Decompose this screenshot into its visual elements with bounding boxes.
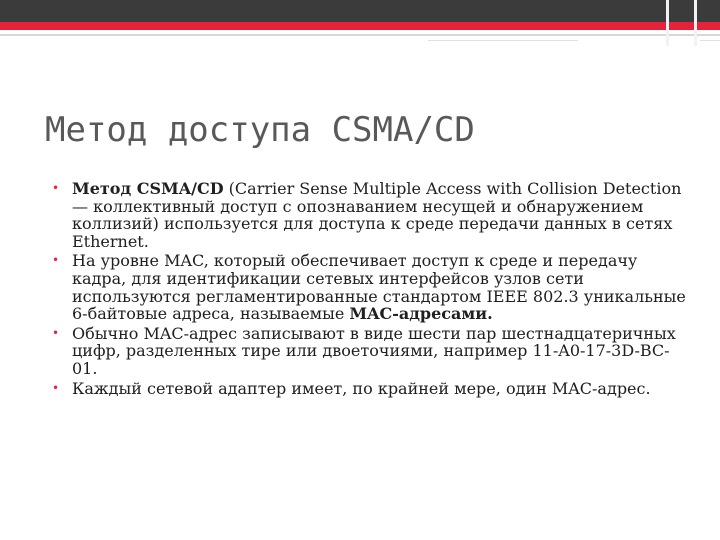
header-separator [666,0,669,46]
bullet-text: (Carrier Sense Multiple Access with Collision Detection — коллективный доступ с опознаванием несущей и обнаружением коллизий) используется для доступа к среде передачи данных в сетях Ethernet. [72,179,682,251]
bullet-bold-lead: Метод CSMA/CD [72,179,224,198]
slide-title: Метод доступа CSMA/CD [45,110,475,150]
bullet-item [50,380,690,398]
bullet-item [50,325,690,378]
bullet-text: Обычно MAC-адрес записывают в виде шести пар шестнадцатеричных цифр, разделенных тире или двоеточиями, например 11-A0-17-3D-BC-01. [72,323,676,378]
bullet-dot-icon: • [52,253,60,268]
bullet-list [50,180,690,399]
bullet-bold-tail: MAC-адресами. [349,304,493,324]
bullet-item [50,180,690,250]
bullet-text: Каждый сетевой адаптер имеет, по крайней мере, один MAC-адрес. [72,378,651,398]
bullet-item [50,252,690,322]
bullet-dot-icon: • [52,181,60,195]
bullet-dot-icon: • [52,380,60,395]
header-thin-line [428,40,578,41]
header-separator [694,0,697,46]
bullet-text: На уровне MAC, который обеспечивает доступ к среде и передачу кадра, для идентификации сетевых интерфейсов узлов сети используются регламентированные стандартом IEEE 802.3 уникальные 6-байтовые адреса, называемые [72,251,686,324]
bullet-dot-icon: • [52,325,60,340]
header-dark-band [0,0,720,22]
header-thin-line-right [700,40,720,41]
header-accent-band [0,22,720,30]
header-rule [0,34,720,36]
